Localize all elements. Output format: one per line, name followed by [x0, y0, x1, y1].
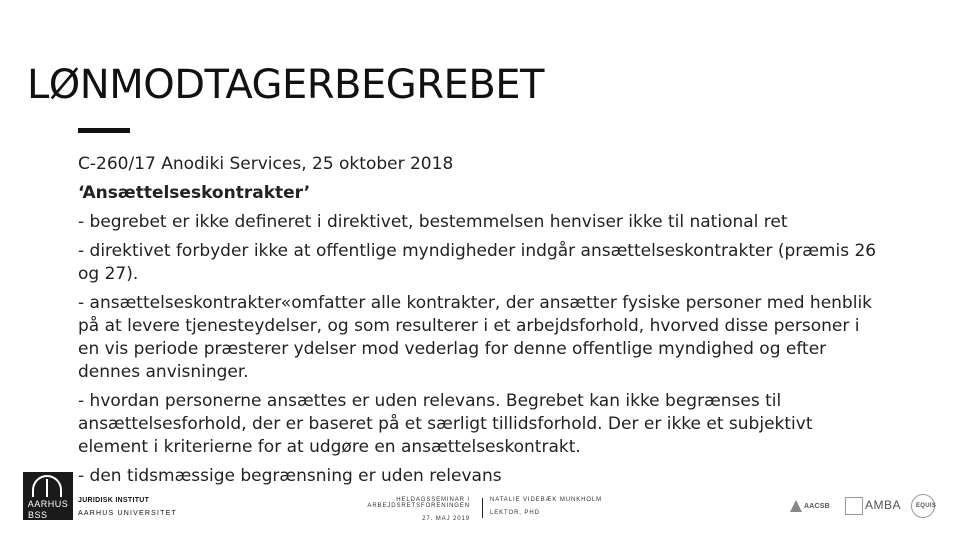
footer-divider — [482, 498, 483, 518]
equis-label: EQUIS — [916, 503, 937, 509]
university-seal-icon — [32, 475, 62, 497]
university-name: AARHUS UNIVERSITET — [78, 510, 177, 517]
amba-accreditation-logo — [845, 494, 903, 518]
speaker-name: NATALIE VIDEBÆK MUNKHOLM — [490, 497, 603, 503]
bullet-paragraph: - direktivet forbyder ikke at offentlige myndigheder indgår ansættelseskontrakter (præmis 26 og 27). — [78, 241, 877, 284]
event-name: HELDAGSSEMINAR I ARBEJDSRETSFORENINGEN — [367, 497, 470, 509]
aacsb-accreditation-logo — [790, 494, 838, 518]
institution-block — [78, 497, 177, 517]
slide-footer — [0, 468, 960, 540]
slide-body — [78, 153, 878, 494]
bullet-paragraph: - den tidsmæssige begrænsning er uden relevans — [78, 466, 502, 486]
institute-name: JURIDISK INSTITUT — [78, 497, 150, 504]
amba-icon — [845, 497, 863, 515]
logo-text-bss: BSS — [28, 510, 48, 520]
equis-accreditation-logo — [909, 494, 943, 518]
aacsb-label: AACSB — [804, 503, 830, 510]
speaker-block — [490, 497, 602, 516]
section-heading: ‘Ansættelseskontrakter’ — [78, 183, 311, 203]
speaker-role: LEKTOR, PHD — [490, 510, 540, 516]
aacsb-icon — [790, 500, 802, 512]
logo-text-aarhus: AARHUS — [27, 499, 69, 509]
bullet-paragraph: - hvordan personerne ansættes er uden relevans. Begrebet kan ikke begrænses til ansættelsesforhold, der er baseret på et særligt tillidsforhold. Der er ikke et subjektivt element i kriterierne for at udgøre en ansættelseskontrakt. — [78, 391, 813, 457]
slide-title: LØNMODTAGERBEGREBET — [27, 62, 544, 108]
amba-label: AMBA — [865, 498, 902, 512]
case-reference: C-260/17 Anodiki Services, 25 oktober 2018 — [78, 154, 454, 174]
event-block — [318, 497, 470, 522]
bullet-paragraph: - begrebet er ikke defineret i direktivet, bestemmelsen henviser ikke til national ret — [78, 212, 788, 232]
aarhus-bss-logo — [23, 472, 73, 520]
title-underline — [78, 128, 130, 133]
event-date: 27. MAJ 2019 — [422, 516, 470, 522]
bullet-paragraph: - ansættelseskontrakter«omfatter alle kontrakter, der ansætter fysiske personer med henblik på at levere tjenesteydelser, og som resulterer i et arbejdsforhold, hvorved disse personer i en vis periode præsterer ydelser mod vederlag for denne offentlige myndighed og efter dennes anvisninger. — [78, 293, 873, 382]
